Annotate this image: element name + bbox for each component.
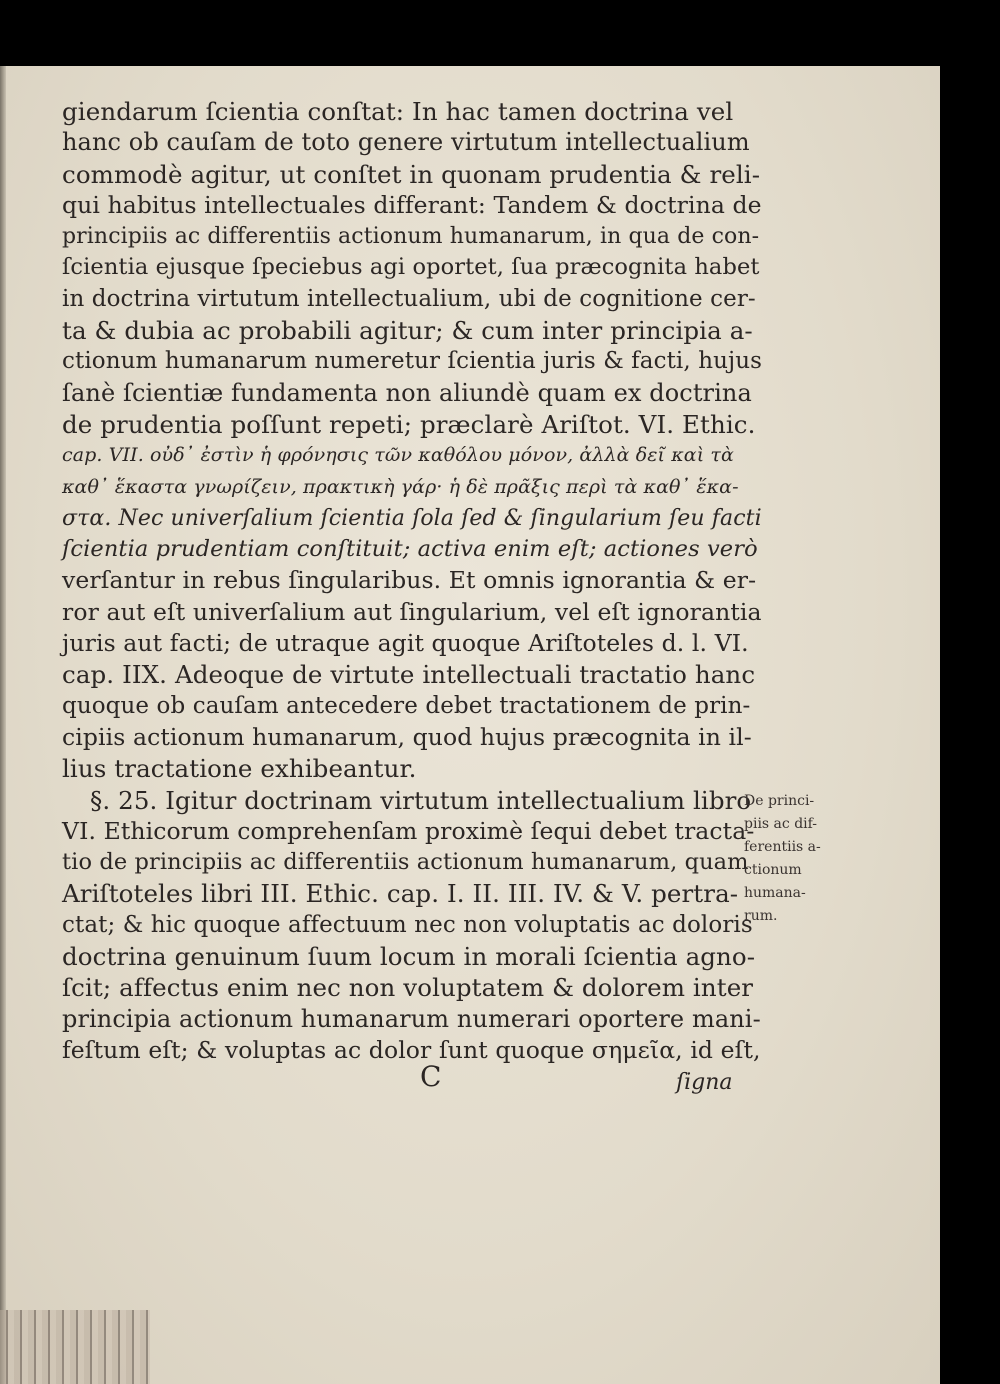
text-line: ſcientia ejusque ſpeciebus agi oportet, ſua præcognita habet (62, 254, 760, 281)
text-line: feſtum eſt; & voluptas ac dolor ſunt quoque σημεῖα, id eſt, (62, 1035, 761, 1064)
text-line: in doctrina virtutum intellectualium, ubi de cognitione cer- (62, 285, 756, 312)
signature-mark: C (420, 1060, 442, 1093)
margin-note-line: ctionum (744, 862, 802, 878)
text-line: ror aut eſt univerſalium aut ſingularium, vel eſt ignorantia (62, 597, 762, 626)
margin-note-line: rum. (744, 908, 778, 924)
margin-note-line: piis ac dif- (744, 816, 818, 832)
text-line: doctrina genuinum ſuum locum in morali ſcientia agno- (62, 942, 756, 972)
greek-quote-line: καθ᾽ ἕκαστα γνωρίζειν, πρακτικὴ γάρ· ἡ δὲ πρᾶξις περὶ τὰ καθ᾽ ἕκα- (62, 475, 739, 498)
text-line: cipiis actionum humanarum, quod hujus præcognita in il- (62, 722, 752, 751)
text-line: quoque ob cauſam antecedere debet tractationem de prin- (62, 692, 751, 719)
text-line: VI. Ethicorum comprehenſam proximè ſequi debet tracta- (62, 816, 755, 845)
body-text (62, 96, 762, 1066)
text-line: hanc ob cauſam de toto genere virtutum intellectualium (62, 128, 750, 157)
text-line: ſcit; affectus enim nec non voluptatem & dolorem inter (62, 973, 754, 1003)
greek-quote-line: cap. VII. οὐδ᾽ ἐστὶν ἡ φρόνησις τῶν καθόλου μόνον, ἀλλὰ δεῖ καὶ τὰ (62, 444, 734, 467)
margin-note-line: humana- (744, 885, 806, 901)
text-line: ſanè ſcientiæ fundamenta non aliundè quam ex doctrina (62, 378, 752, 407)
text-line: principia actionum humanarum numerari oportere mani- (62, 1004, 761, 1033)
text-line: giendarum ſcientia conſtat: In hac tamen doctrina vel (62, 97, 734, 126)
text-line: commodè agitur, ut conſtet in quonam prudentia & reli- (62, 159, 761, 189)
italic-text-line: ſcientia prudentiam conſtituit; activa enim eſt; actiones verò (62, 536, 758, 563)
text-line: cap. IIX. Adeoque de virtute intellectuali tractatio hanc (62, 660, 756, 690)
margin-note-line: ferentiis a- (744, 839, 821, 855)
page-edge (0, 66, 6, 1384)
book-spine-fragment (0, 1310, 150, 1384)
text-line: tio de principiis ac differentiis actionum humanarum, quam (62, 849, 749, 876)
italic-text-line: στα. Nec univerſalium ſcientia ſola ſed & ſingularium ſeu facti (62, 505, 762, 531)
margin-note-line: De princi- (744, 793, 815, 809)
text-line: qui habitus intellectuales differant: Tandem & doctrina de (62, 190, 762, 219)
text-line: lius tractatione exhibeantur. (62, 754, 417, 784)
text-line: verſantur in rebus ſingularibus. Et omnis ignorantia & er- (62, 566, 757, 595)
text-line: juris aut facti; de utraque agit quoque Ariſtoteles d. l. VI. (62, 629, 749, 658)
text-line: Ariſtoteles libri III. Ethic. cap. I. II. III. IV. & V. pertra- (62, 879, 739, 909)
paragraph-start-line: §. 25. Igitur doctrinam virtutum intellectualium libro (90, 785, 752, 815)
text-line: principiis ac differentiis actionum humanarum, in qua de con- (62, 224, 760, 250)
text-line: ctionum humanarum numeretur ſcientia juris & facti, hujus (62, 348, 763, 375)
catchword: ſigna (676, 1070, 733, 1095)
margin-note (744, 790, 844, 928)
text-line: ta & dubia ac probabili agitur; & cum inter principia a- (62, 316, 753, 346)
text-line: ctat; & hic quoque affectuum nec non voluptatis ac doloris (62, 911, 753, 938)
text-line: de prudentia poſſunt repeti; præclarè Ariſtot. VI. Ethic. (62, 409, 756, 439)
